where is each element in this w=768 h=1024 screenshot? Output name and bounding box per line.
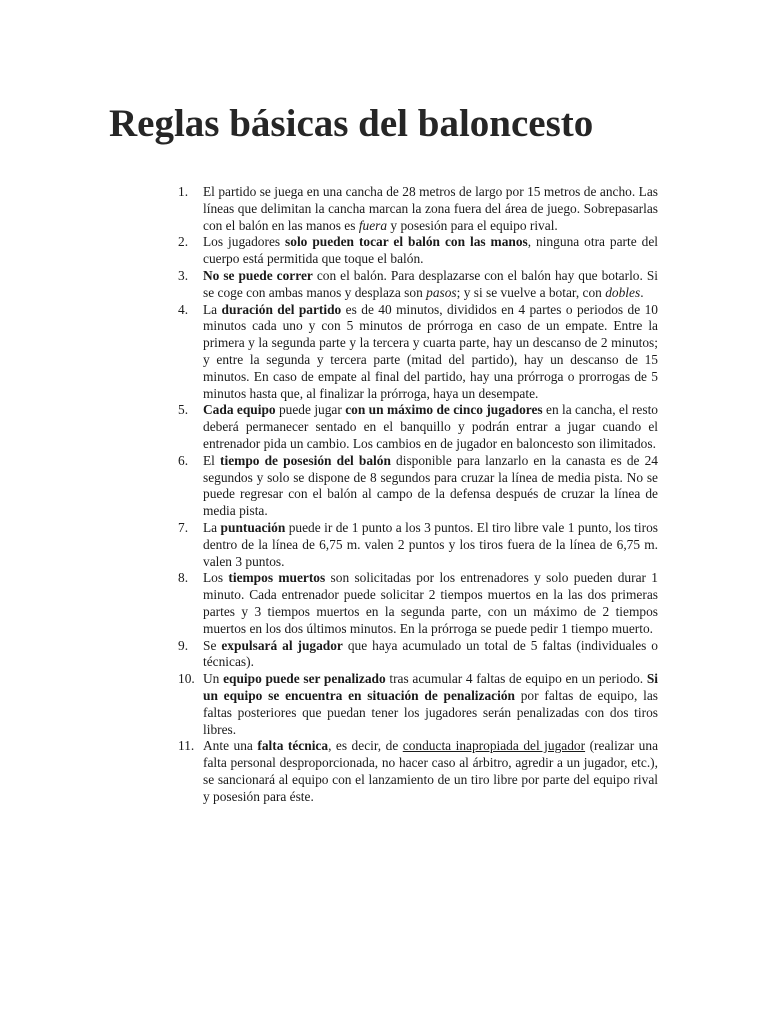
rule-text: [203, 671, 658, 738]
text-segment: Ante una: [203, 738, 258, 754]
page-title: Reglas básicas del baloncesto: [109, 102, 594, 145]
bold-text: Cada equipo: [203, 402, 276, 418]
text-segment: puede ir de 1 punto a los 3 puntos. El tiro libre vale 1 punto, los tiros dentro de la línea de 6,75 m. valen 2 puntos y los tiros fuera de la línea de 6,75 m. valen 3 puntos.: [203, 519, 658, 569]
rule-item: [178, 671, 658, 738]
rule-text: [203, 402, 658, 452]
bold-text: tiempos muertos: [228, 570, 326, 586]
bold-text: solo pueden tocar el balón con las manos: [285, 234, 528, 250]
rule-number: 5.: [178, 402, 189, 418]
italic-text: fuera: [358, 217, 388, 233]
text-segment: , ninguna otra parte del cuerpo está permitida que toque el balón.: [203, 234, 658, 267]
rule-number: 3.: [178, 267, 189, 283]
rule-number: 8.: [178, 570, 189, 586]
rule-text: [203, 520, 658, 570]
rule-item: [178, 638, 658, 672]
rule-item: [178, 453, 658, 520]
text-segment: La: [203, 519, 221, 535]
rule-number: 9.: [178, 637, 189, 653]
text-segment: disponible para lanzarlo en la canasta es de 24 segundos y solo se dispone de 8 segundos para cruzar la línea de media pista. No se puede regresar con el balón al campo de la defensa después de cruzar la línea de media pista.: [203, 452, 658, 519]
bold-text: Si un equipo se encuentra en situación de penalización: [203, 671, 658, 703]
text-segment: El: [203, 452, 221, 468]
text-segment: que haya acumulado un total de 5 faltas (individuales o técnicas).: [203, 637, 659, 670]
rule-item: [178, 570, 658, 637]
bold-text: equipo puede ser penalizado: [223, 671, 386, 687]
rule-item: [178, 234, 658, 268]
rule-text: [203, 638, 658, 672]
rule-item: [178, 520, 658, 570]
rule-text: [203, 453, 658, 520]
rule-number: 2.: [178, 234, 189, 250]
rule-item: [178, 738, 658, 805]
text-segment: (realizar una falta personal desproporcionada, no hacer caso al árbitro, agredir a un jugador, etc.), se sancionará al equipo con el lanzamiento de un tiro libre por parte del equipo rival y posesión para éste.: [203, 738, 659, 804]
italic-text: dobles: [605, 284, 641, 300]
bold-text: falta técnica: [257, 738, 329, 754]
rule-text: [203, 738, 658, 805]
rule-item: [178, 302, 658, 403]
rule-number: 1.: [178, 184, 189, 199]
text-segment: con el balón. Para desplazarse con el balón hay que botarlo. Si se coge con ambas manos y desplaza son: [203, 267, 658, 300]
text-segment: puede jugar: [275, 402, 346, 418]
bold-text: tiempo de posesión del balón: [220, 452, 391, 468]
rule-text: [203, 302, 658, 403]
text-segment: y posesión para el equipo rival.: [387, 217, 558, 233]
rule-number: 6.: [178, 452, 189, 468]
underlined-text: conducta inapropiada del jugador: [402, 738, 586, 754]
italic-text: pasos: [426, 284, 457, 300]
text-segment: son solicitadas por los entrenadores y solo pueden durar 1 minuto. Cada entrenador puede solicitar 2 tiempos muertos en la las dos primeras partes y 3 tiempos muertos en la segunda parte, con un máximo de 2 tiempos muertos en los dos últimos minutos. En la prórroga se puede pedir 1 tiempo muerto.: [203, 570, 658, 636]
text-segment: La: [203, 301, 222, 317]
text-segment: en la cancha, el resto deberá permanecer sentado en el banquillo y podrán entrar a jugar cuando el entrenador pida un cambio. Los cambios en de jugador en baloncesto son ilimitados.: [203, 402, 659, 451]
text-segment: El partido se juega en una cancha de 28 metros de largo por 15 metros de ancho. Las líneas que delimitan la cancha marcan la zona fuera del área de juego. Sobrepasarlas con el balón en las manos es: [203, 184, 658, 233]
text-segment: por faltas de equipo, las faltas posteriores que puedan tener los jugadores serán penalizadas con dos tiros libres.: [203, 687, 658, 737]
rule-number: 7.: [178, 519, 189, 535]
rules-list: [178, 184, 658, 805]
rule-number: 10.: [178, 671, 195, 687]
bold-text: expulsará al jugador: [221, 637, 343, 653]
rule-item: [178, 402, 658, 452]
text-segment: , es decir, de: [328, 738, 403, 754]
rule-text: [203, 234, 658, 268]
text-segment: Se: [203, 637, 222, 653]
bold-text: puntuación: [220, 519, 286, 535]
text-segment: .: [640, 284, 644, 300]
bold-text: No se puede correr: [203, 267, 313, 283]
text-segment: Los jugadores: [203, 234, 286, 250]
rule-item: [178, 184, 658, 234]
text-segment: es de 40 minutos, divididos en 4 partes o periodos de 10 minutos cada uno y con 5 minutos de prórroga en caso de un empate. Entre la primera y la segunda parte y la tercera y cuarta parte, hay un descanso de 2 minutos; y entre la segunda y tercera parte (mitad del partido), hay un descanso de 15 minutos. En caso de empate al final del partido, hay una prórroga o prorrogas de 5 minutos hasta que, al finalizar la prórroga, haya un desempate.: [203, 301, 658, 401]
text-segment: Un: [203, 671, 224, 687]
text-segment: Los: [203, 570, 229, 586]
rule-text: [203, 570, 658, 637]
rule-number: 11.: [178, 738, 195, 754]
bold-text: duración del partido: [221, 301, 342, 317]
text-segment: tras acumular 4 faltas de equipo en un periodo.: [385, 671, 647, 687]
bold-text: con un máximo de cinco jugadores: [345, 402, 543, 418]
rule-item: [178, 268, 658, 302]
rule-number: 4.: [178, 301, 189, 317]
text-segment: ; y si se vuelve a botar, con: [456, 284, 606, 300]
rule-text: [203, 268, 658, 302]
rule-text: [203, 184, 658, 234]
